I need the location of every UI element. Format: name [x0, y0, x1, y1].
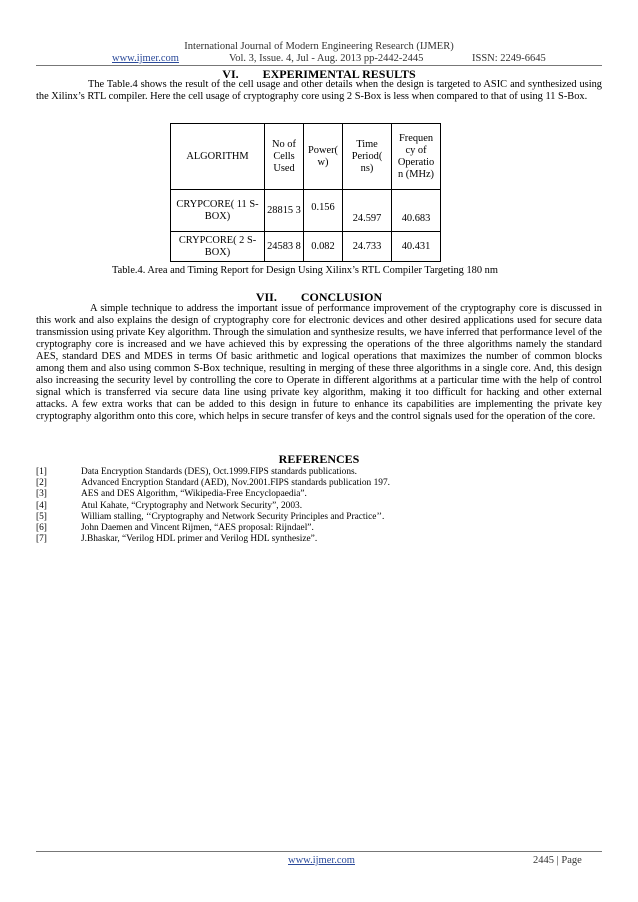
reference-text: Advanced Encryption Standard (AED), Nov.2001.FIPS standards publication 197.: [81, 478, 390, 489]
page-number: 2445 | Page: [533, 855, 582, 866]
journal-title: International Journal of Modern Engineering Research (IJMER): [184, 41, 454, 52]
table-header-cell: Power( w): [304, 124, 343, 190]
table-header-cell: Frequen cy of Operatio n (MHz): [392, 124, 441, 190]
header-divider: [36, 65, 602, 66]
conclusion-paragraph: A simple technique to address the important issue of performance improvement of the cryptography core is discussed in this work and also explains the design of cryptography core for electronic devices and other desired applications used for secure data transmission using private Key algorithm. Through the simulation and synthesize results, we have inferred that performance level of the cryptography core is increased and we have achieved this by expressing the operations of the three algorithms namely the standard AES, standard DES and MDES in terms Of basic arithmetic and logical operations that maximizes the number of common blocks among them and also using common S-Box technique, resulting in merging of these three algorithms in a single core. And, this design also increasing the security level by controlling the core to Operate in different algorithms at a particular time with the help of control signal which is transferred via secure data line using private key algorithm, making it too difficult for hacking and other external attacks. A few extra works that can be added to this design in future to enhance its capabilities are implementing the private key cryptography algorithm onto this core, which helps in secure transfer of keys and the control signals used for the operation of the core.: [36, 303, 602, 422]
footer-divider: [36, 851, 602, 852]
table-caption: Table.4. Area and Timing Report for Design Using Xilinx’s RTL Compiler Targeting 180 nm: [112, 265, 498, 276]
reference-text: J.Bhaskar, “Verilog HDL primer and Verilog HDL synthesize”.: [81, 534, 318, 545]
header-volume: Vol. 3, Issue. 4, Jul - Aug. 2013 pp-2442-2445: [229, 53, 424, 64]
results-table: [170, 123, 441, 262]
section-number: VI.: [222, 67, 239, 81]
table-cell: 24.597: [343, 190, 392, 232]
table-header-cell: ALGORITHM: [171, 124, 265, 190]
reference-text: Atul Kahate, “Cryptography and Network Security”, 2003.: [81, 500, 303, 511]
reference-number: [2]: [36, 478, 47, 489]
table-cell: 40.431: [392, 232, 441, 262]
table-cell: 24583 8: [265, 232, 304, 262]
table-cell: 0.156: [304, 190, 343, 232]
reference-number: [6]: [36, 522, 47, 533]
table-cell: 40.683: [392, 190, 441, 232]
table-header-row: [171, 124, 441, 190]
footer-website-link[interactable]: www.ijmer.com: [288, 855, 355, 866]
reference-number: [3]: [36, 489, 47, 500]
reference-text: Data Encryption Standards (DES), Oct.1999.FIPS standards publications.: [81, 467, 358, 477]
header-issn: ISSN: 2249-6645: [472, 53, 546, 64]
reference-number: [4]: [36, 500, 47, 511]
table-row: [171, 232, 441, 262]
references-title: REFERENCES: [278, 452, 360, 466]
table-cell: CRYPCORE( 11 S-BOX): [171, 190, 265, 232]
reference-number: [7]: [36, 534, 47, 545]
reference-number: [5]: [36, 511, 47, 522]
reference-text: William stalling, ‘‘Cryptography and Network Security Principles and Practice’’.: [81, 511, 385, 522]
table-cell: CRYPCORE( 2 S-BOX): [171, 232, 265, 262]
reference-number: [1]: [36, 467, 47, 477]
section-number: VII.: [255, 290, 277, 304]
table-header-cell: No of Cells Used: [265, 124, 304, 190]
header-website-link[interactable]: www.ijmer.com: [112, 53, 179, 64]
table-header-cell: Time Period( ns): [343, 124, 392, 190]
table-cell: 28815 3: [265, 190, 304, 232]
reference-text: John Daemen and Vincent Rijmen, “AES proposal: Rijndael”.: [81, 522, 314, 533]
reference-text: AES and DES Algorithm, “Wikipedia-Free Encyclopaedia”.: [81, 489, 307, 500]
table-cell: 0.082: [304, 232, 343, 262]
section-heading: EXPERIMENTAL RESULTS: [262, 67, 416, 81]
table-row: [171, 190, 441, 232]
table-cell: 24.733: [343, 232, 392, 262]
section-heading: CONCLUSION: [300, 290, 383, 304]
experimental-results-paragraph: The Table.4 shows the result of the cell usage and other details when the design is targeted to ASIC and synthesized using the Xilinx’s RTL compiler. Here the cell usage of cryptography core using 2 S-Box is less when compared to that of using 11 S-Box.: [36, 79, 602, 102]
